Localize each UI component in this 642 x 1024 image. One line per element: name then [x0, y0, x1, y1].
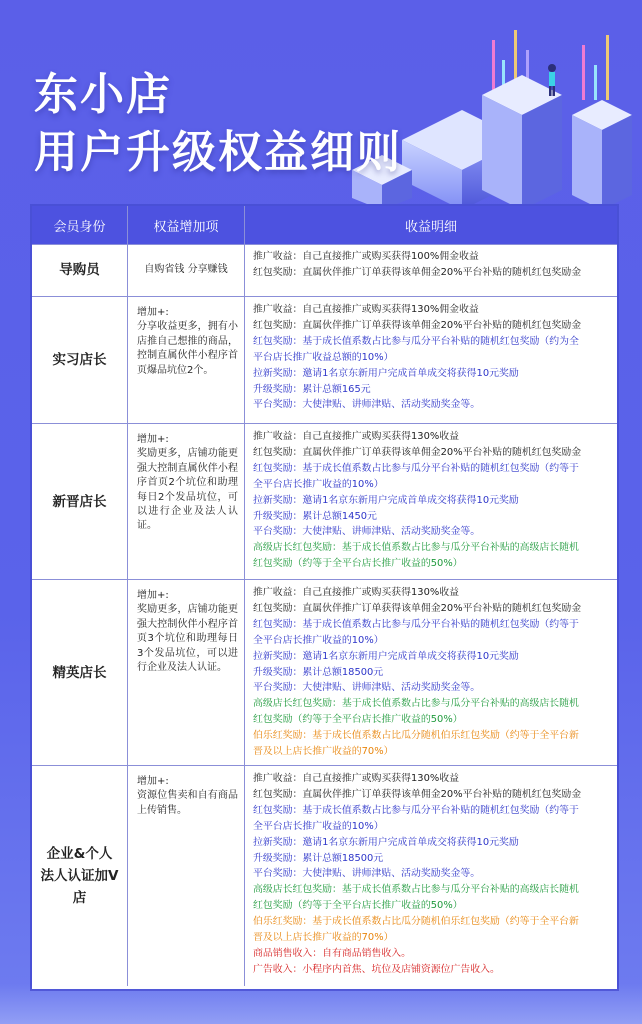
role-cell: 精英店长 [32, 580, 128, 765]
detail-line: 升级奖励：累计总额165元 [253, 383, 371, 395]
rights-cell [128, 297, 245, 423]
detail-line: 推广收益：自己直接推广或购买获得130%收益 [253, 431, 459, 442]
header-details: 收益明细 [404, 219, 457, 235]
detail-line: 推广收益：自己直接推广或购买获得100%佣金收益 [253, 251, 479, 262]
role-cell: 导购员 [32, 244, 128, 296]
header-role: 会员身份 [32, 206, 128, 244]
role-line: 法人认证加V店 [40, 868, 119, 906]
detail-line: 红包奖励：基于成长值系数占比参与瓜分平台补贴的随机红包奖励（约为全 [253, 335, 579, 347]
detail-line: 升级奖励：累计总额18500元 [253, 852, 384, 864]
role-cell: 新晋店长 [32, 424, 128, 579]
bottom-glow [0, 984, 642, 1024]
detail-line: 红包奖励：基于成长值系数占比参与瓜分平台补贴的随机红包奖励（约等于 [253, 618, 579, 630]
detail-line: 推广收益：自己直接推广或购买获得130%收益 [253, 773, 459, 784]
details-cell [245, 244, 617, 296]
detail-line: 红包奖励：直属伙伴推广订单获得该单佣金20%平台补贴的随机红包奖励金 [253, 446, 582, 458]
detail-line: 推广收益：自己直接推广或购买获得130%收益 [253, 587, 459, 598]
details-cell [245, 580, 617, 765]
detail-line: 拉新奖励：邀请1名京东新用户完成首单成交将获得10元奖励 [253, 367, 519, 379]
details-cell [245, 297, 617, 423]
rights-line: 奖励更多，店铺功能更强大控制伙伴小程序首页3个坑位和助理每日3个发品坑位，可以进行企业及法人认证。 [137, 604, 238, 674]
table-row [32, 297, 617, 424]
detail-line: 红包奖励：基于成长值系数占比参与瓜分平台补贴的随机红包奖励（约等于 [253, 462, 579, 474]
detail-line: 红包奖励：直属伙伴推广订单获得该单佣金20%平台补贴的随机红包奖励金 [253, 319, 582, 331]
role-cell: 实习店长 [32, 297, 128, 423]
detail-line: 平台奖励：大使津贴、讲师津贴、活动奖励奖金等。 [253, 526, 481, 538]
detail-line: 伯乐红奖励：基于成长值系数占比瓜分随机伯乐红包奖励（约等于全平台新 [253, 730, 579, 742]
detail-line: 升级奖励：累计总额18500元 [253, 666, 384, 678]
detail-line: 拉新奖励：邀请1名京东新用户完成首单成交将获得10元奖励 [253, 494, 519, 506]
detail-line: 平台店长推广收益总额的10%） [253, 351, 394, 363]
detail-line: 红包奖励：直属伙伴推广订单获得该单佣金20%平台补贴的随机红包奖励金 [253, 266, 582, 278]
header-rights: 权益增加项 [128, 206, 245, 244]
rights-line: 增加+: [137, 434, 169, 445]
page-title-line2: 用户升级权益细则 [34, 127, 402, 178]
rights-line: 增加+: [137, 590, 169, 601]
rights-cell [128, 424, 245, 579]
detail-line: 全平台店长推广收益的10%） [253, 634, 384, 646]
detail-line: 高级店长红包奖励：基于成长值系数占比参与瓜分平台补贴的高级店长随机 [253, 698, 579, 710]
table-row [32, 244, 617, 297]
detail-line: 红包奖励（约等于全平台店长推广收益的50%） [253, 900, 463, 912]
rights-line: 增加+: [137, 776, 169, 787]
detail-line: 红包奖励（约等于全平台店长推广收益的50%） [253, 558, 463, 570]
rights-line: 奖励更多，店铺功能更强大控制直属伙伴小程序首页2个坑位和助理每日2个发品坑位，可以进行企业及法人认证。 [137, 448, 238, 532]
rights-line: 资源位售卖和自有商品上传销售。 [137, 790, 238, 816]
city-illustration [342, 20, 642, 210]
detail-line: 晋及以上店长推广收益的70%） [253, 932, 394, 944]
details-cell [245, 424, 617, 579]
detail-line: 升级奖励：累计总额1450元 [253, 510, 377, 522]
detail-line: 商品销售收入：自有商品销售收入。 [253, 947, 412, 959]
detail-line: 红包奖励：基于成长值系数占比参与瓜分平台补贴的随机红包奖励（约等于 [253, 804, 579, 816]
detail-line: 红包奖励（约等于全平台店长推广收益的50%） [253, 714, 463, 726]
detail-line: 伯乐红奖励：基于成长值系数占比瓜分随机伯乐红包奖励（约等于全平台新 [253, 916, 579, 928]
rights-line: 增加+: [137, 307, 169, 318]
detail-line: 晋及以上店长推广收益的70%） [253, 746, 394, 758]
detail-line: 高级店长红包奖励：基于成长值系数占比参与瓜分平台补贴的高级店长随机 [253, 542, 579, 554]
detail-line: 红包奖励：直属伙伴推广订单获得该单佣金20%平台补贴的随机红包奖励金 [253, 788, 582, 800]
detail-line: 平台奖励：大使津贴、讲师津贴、活动奖励奖金等。 [253, 682, 481, 694]
detail-line: 推广收益：自己直接推广或购买获得130%佣金收益 [253, 304, 479, 315]
detail-line: 全平台店长推广收益的10%） [253, 478, 384, 490]
detail-line: 全平台店长推广收益的10%） [253, 820, 384, 832]
detail-line: 拉新奖励：邀请1名京东新用户完成首单成交将获得10元奖励 [253, 836, 519, 848]
detail-line: 平台奖励：大使津贴、讲师津贴、活动奖励奖金等。 [253, 399, 481, 411]
detail-line: 拉新奖励：邀请1名京东新用户完成首单成交将获得10元奖励 [253, 650, 519, 662]
rights-cell [128, 580, 245, 765]
role-line: 企业&个人 [46, 846, 113, 862]
detail-line: 广告收入：小程序内首焦、坑位及店铺资源位广告收入。 [253, 963, 500, 975]
detail-line: 红包奖励：直属伙伴推广订单获得该单佣金20%平台补贴的随机红包奖励金 [253, 602, 582, 614]
table-row [32, 424, 617, 580]
rights-cell: 自购省钱 分享赚钱 [128, 244, 245, 296]
table-row [32, 766, 617, 986]
detail-line: 平台奖励：大使津贴、讲师津贴、活动奖励奖金等。 [253, 868, 481, 880]
rights-cell [128, 766, 245, 986]
rights-table [30, 204, 619, 991]
detail-line: 高级店长红包奖励：基于成长值系数占比参与瓜分平台补贴的高级店长随机 [253, 884, 579, 896]
table-row [32, 580, 617, 766]
role-cell [32, 766, 128, 986]
page-title-line1: 东小店 [34, 69, 172, 120]
table-header [32, 206, 617, 245]
details-cell [245, 766, 617, 986]
rights-line: 分享收益更多，拥有小店推自己想推的商品，控制直属伙伴小程序首页爆品坑位2个。 [137, 321, 238, 376]
